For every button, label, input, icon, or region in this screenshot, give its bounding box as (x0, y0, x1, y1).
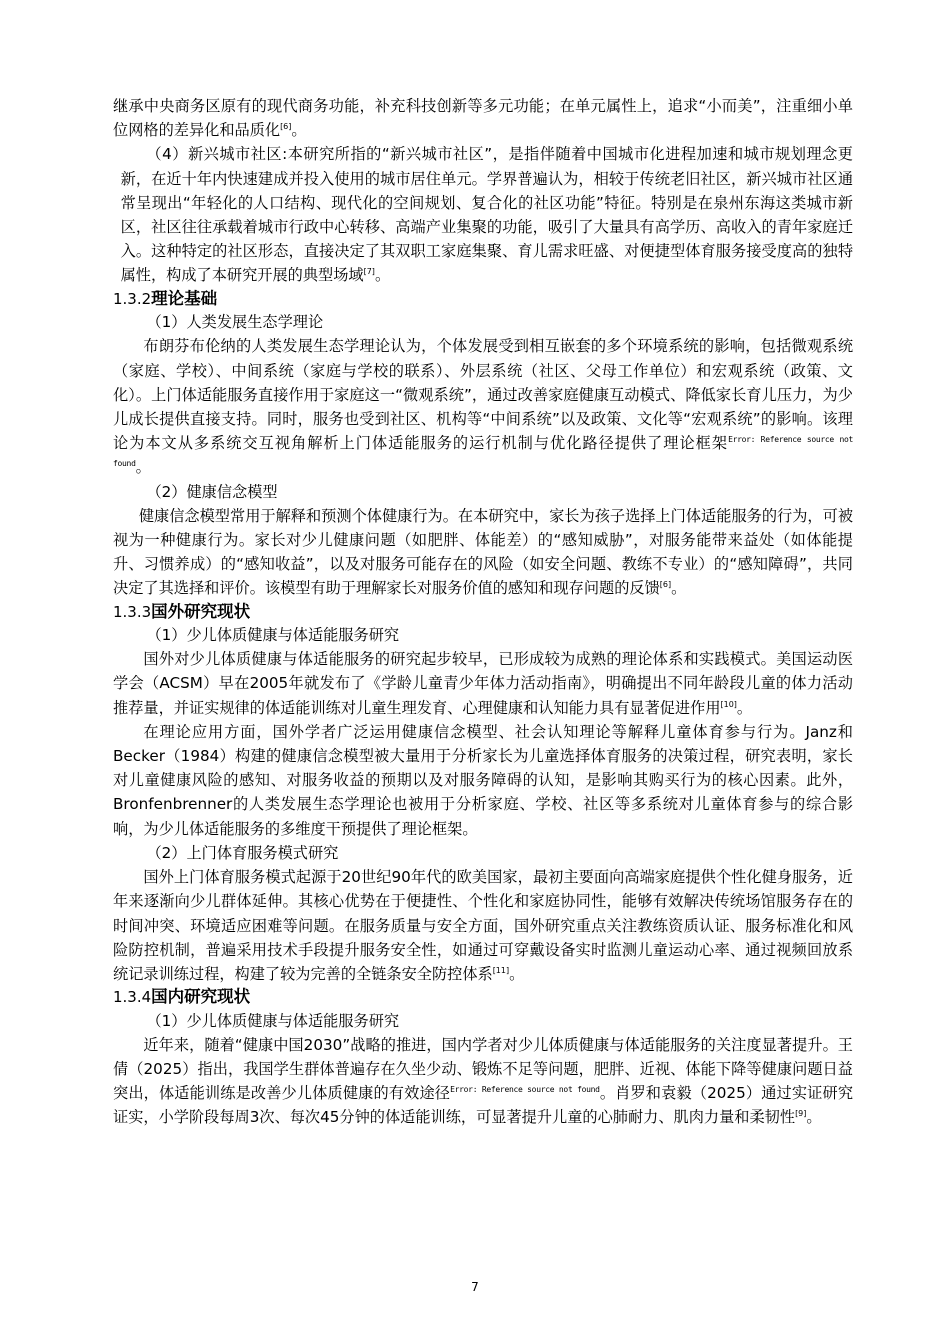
section-title: 理论基础 (151, 288, 218, 308)
section-heading (113, 288, 853, 311)
paragraph-text: 健康信念模型常用于解释和预测个体健康行为。在本研究中，家长为孩子选择上门体适能服务的行为，可被视为一种健康行为。家长对少儿健康问题（如肥胖、体能差）的“感知威胁”，对服务能带来益处（如体能提升、习惯养成）的“感知收益”，以及对服务可能存在的风险（如安全问题、教练不专业）的“感知障碍”，共同决定了其选择和评价。该模型有助于理解家长对服务价值的感知和现存问题的反馈 (113, 506, 853, 598)
subheading: （1）人类发展生态学理论 (146, 313, 324, 332)
subheading: （1）少儿体质健康与体适能服务研究 (146, 626, 400, 645)
paragraph (113, 720, 853, 841)
paragraph (113, 865, 853, 986)
citation: [7] (363, 267, 375, 277)
citation: [10] (720, 699, 737, 709)
paragraph-end: 。 (374, 266, 391, 285)
paragraph-text: 布朗芬布伦纳的人类发展生态学理论认为，个体发展受到相互嵌套的多个环境系统的影响，包括微观系统（家庭、学校）、中间系统（家庭与学校的联系）、外层系统（社区、父母工作单位）和宏观系统（政策、文化）。上门体适能服务直接作用于家庭这一“微观系统”，通过改善家庭健康互动模式、降低家长育儿压力，为少儿成长提供直接支持。同时，服务也受到社区、机构等“中间系统”以及政策、文化等“宏观系统”的影响。该理论为本文从多系统交互视角解析上门体适能服务的运行机制与优化路径提供了理论框架 (113, 337, 853, 453)
paragraph-end: 。 (291, 121, 307, 140)
page-number: 7 (471, 1280, 479, 1294)
citation: [6] (280, 122, 292, 132)
paragraph-text: 。肖罗和袁毅（2025）通过实证研究证实，小学阶段每周3次、每次45分钟的体适能训练，可显著提升儿童的心肺耐力、肌肉力量和柔韧性 (113, 1084, 854, 1127)
paragraph (113, 142, 853, 287)
paragraph-end: 。 (509, 964, 525, 983)
paragraph-text: 国外上门体育服务模式起源于20世纪90年代的欧美国家，最初主要面向高端家庭提供个性化健身服务，近年来逐渐向少儿群体延伸。其核心优势在于便捷性、个性化和家庭协同性，能够有效解决传统场馆服务存在的时间冲突、环境适应困难等问题。在服务质量与安全方面，国外研究重点关注教练资质认证、服务标准化和风险防控机制，普遍采用技术手段提升服务安全性，如通过可穿戴设备实时监测儿童运动心率、通过视频回放系统记录训练过程，构建了较为完善的全链条安全防控体系 (113, 868, 853, 983)
paragraph-end: 。 (671, 579, 687, 598)
section-heading (113, 986, 853, 1009)
paragraph-text: 继承中央商务区原有的现代商务功能，补充科技创新等多元功能；在单元属性上，追求“小而美”，注重细小单位网格的差异化和品质化 (113, 97, 853, 140)
paragraph-end: 。 (806, 1108, 822, 1127)
section-number: 1.3.3 (113, 602, 152, 621)
section-title: 国内研究现状 (151, 987, 251, 1007)
paragraph-text: （4）新兴城市社区:本研究所指的“新兴城市社区”，是指伴随着中国城市化进程加速和城市规划理念更新，在近十年内快速建成并投入使用的城市居住单元。学界普遍认为，相较于传统老旧社区，新兴城市社区通常呈现出“年轻化的人口结构、现代化的空间规划、复合化的社区功能”特征。特别是在泉州东海这类城市新区，社区往往承载着城市行政中心转移、高端产业集聚的功能，吸引了大量具有高学历、高收入的青年家庭迁入。这种特定的社区形态，直接决定了其双职工家庭集聚、育儿需求旺盛、对便捷型体育服务接受度高的独特属性，构成了本研究开展的典型场域 (120, 145, 853, 285)
paragraph (113, 334, 853, 479)
section-number: 1.3.2 (113, 289, 152, 308)
paragraph (113, 1033, 853, 1130)
paragraph-text: 近年来，随着“健康中国2030”战略的推进，国内学者对少儿体质健康与体适能服务的关注度显著提升。王倩（2025）指出，我国学生群体普遍存在久坐少动、锻炼不足等问题，肥胖、近视、体能下降等健康问题日益突出，体适能训练是改善少儿体质健康的有效途径 (113, 1035, 853, 1103)
paragraph-text: 在理论应用方面，国外学者广泛运用健康信念模型、社会认知理论等解释儿童体育参与行为。Janz和Becker（1984）构建的健康信念模型被大量用于分析家长为儿童选择体育服务的决策过程，研究表明，家长对儿童健康风险的感知、对服务收益的预期以及对服务障碍的认知，是影响其购买行为的核心因素。此外，Bronfenbrenner的人类发展生态学理论也被用于分析家庭、学校、社区等多系统对儿童体育参与的综合影响，为少儿体适能服务的多维度干预提供了理论框架。 (113, 722, 853, 838)
section-heading (113, 601, 853, 624)
subheading: （1）少儿体质健康与体适能服务研究 (146, 1011, 400, 1030)
subheading: （2）上门体育服务模式研究 (146, 843, 339, 862)
paragraph-end: 。 (736, 698, 753, 717)
citation: [6] (659, 580, 672, 590)
reference-error: Error: Reference source not found (113, 435, 854, 469)
page-body (113, 94, 853, 1130)
reference-error: Error: Reference source not found (450, 1085, 600, 1095)
paragraph-end: 。 (135, 458, 151, 477)
paragraph-text: 国外对少儿体质健康与体适能服务的研究起步较早，已形成较为成熟的理论体系和实践模式。美国运动医学会（ACSM）早在2005年就发布了《学龄儿童青少年体力活动指南》，明确提出不同年龄段儿童的体力活动推荐量，并证实规律的体适能训练对儿童生理发育、心理健康和认知能力具有显著促进作用 (113, 650, 853, 717)
subheading: （2）健康信念模型 (146, 482, 278, 501)
paragraph (113, 647, 853, 720)
paragraph (113, 94, 853, 142)
citation: [11] (492, 965, 510, 975)
citation: [9] (795, 1109, 807, 1119)
paragraph (113, 504, 853, 601)
section-number: 1.3.4 (113, 988, 152, 1007)
section-title: 国外研究现状 (151, 601, 251, 621)
